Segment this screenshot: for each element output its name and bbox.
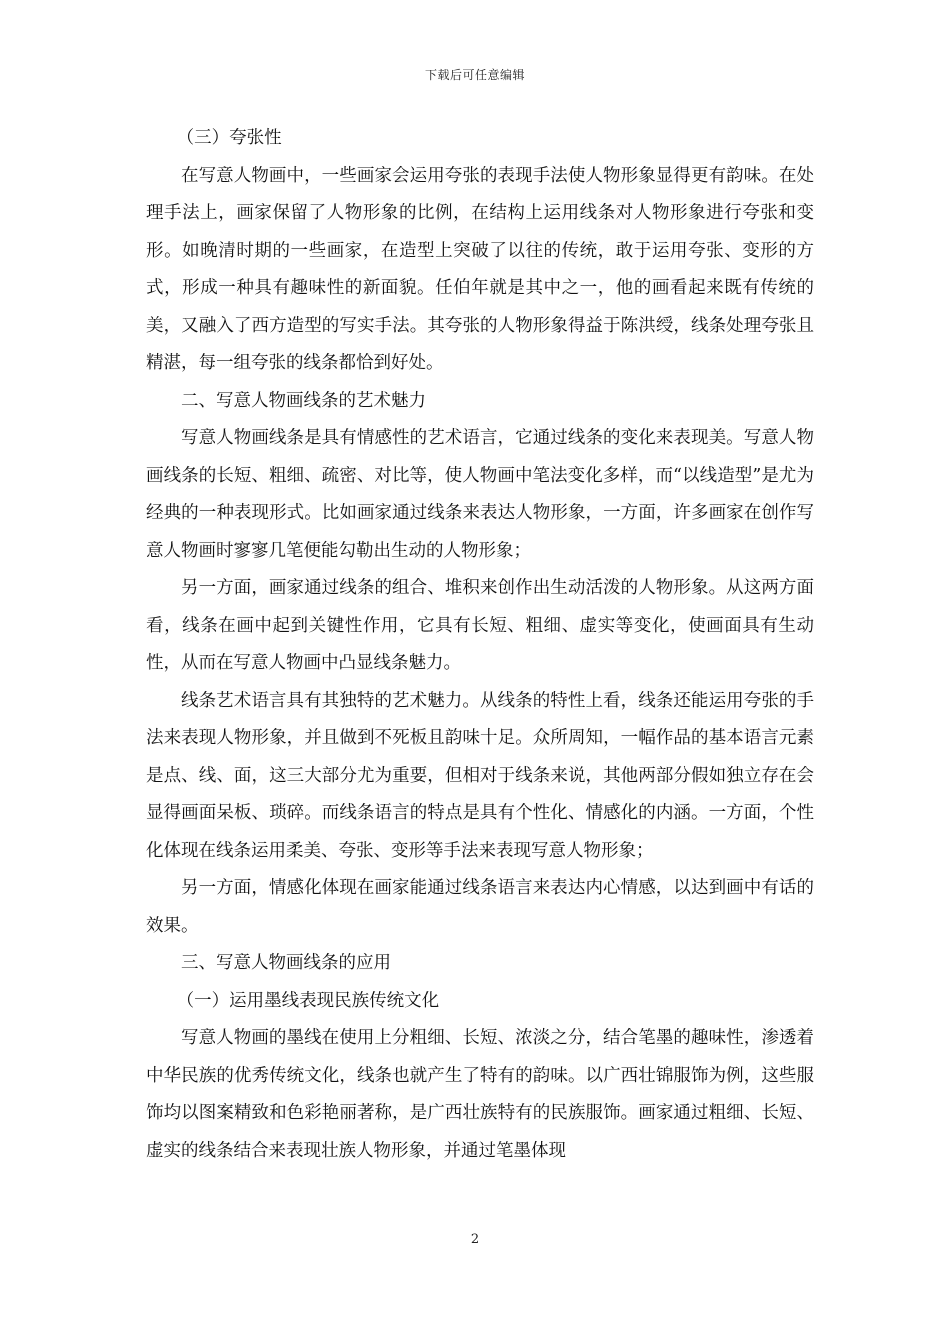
section-heading-exaggeration: （三）夸张性 [176,128,282,148]
paragraph: 在写意人物画中，一些画家会运用夸张的表现手法使人物形象显得更有韵味。在处理手法上，画家保留了人物形象的比例，在结构上运用线条对人物形象进行夸张和变形。如晚清时期的一些画家，在造型上突破了以往的传统，敢于运用夸张、变形的方式，形成一种具有趣味性的新面貌。任伯年就是其中之一，他的画看起来既有传统的美，又融入了西方造型的写实手法。其夸张的人物形象得益于陈洪绶，线条处理夸张且精湛，每一组夸张的线条都恰到好处。 [146,165,814,373]
paragraph: 写意人物画线条是具有情感性的艺术语言，它通过线条的变化来表现美。写意人物画线条的长短、粗细、疏密、对比等，使人物画中笔法变化多样，而“以线造型”是尤为经典的一种表现形式。比如画家通过线条来表达人物形象，一方面，许多画家在创作写意人物画时寥寥几笔便能勾勒出生动的人物形象； [146,428,814,561]
document-body [146,120,814,1170]
paragraph: 另一方面，情感化体现在画家能通过线条语言来表达内心情感，以达到画中有话的效果。 [146,878,814,936]
paragraph: 写意人物画的墨线在使用上分粗细、长短、浓淡之分，结合笔墨的趣味性，渗透着中华民族的优秀传统文化，线条也就产生了特有的韵味。以广西壮锦服饰为例，这些服饰均以图案精致和色彩艳丽著称，是广西壮族特有的民族服饰。画家通过粗细、长短、虚实的线条结合来表现壮族人物形象，并通过笔墨体现 [146,1028,814,1161]
section-heading-artistic-charm: 二、写意人物画线条的艺术魅力 [181,390,426,411]
section-heading-application: 三、写意人物画线条的应用 [181,953,391,973]
subsection-heading-ink-lines: （一）运用墨线表现民族传统文化 [176,990,440,1011]
paragraph: 线条艺术语言具有其独特的艺术魅力。从线条的特性上看，线条还能运用夸张的手法来表现人物形象，并且做到不死板且韵味十足。众所周知，一幅作品的基本语言元素是点、线、面，这三大部分尤为重要，但相对于线条来说，其他两部分假如独立存在会显得画面呆板、琐碎。而线条语言的特点是具有个性化、情感化的内涵。一方面，个性化体现在线条运用柔美、夸张、变形等手法来表现写意人物形象； [146,690,814,861]
page-number: 2 [470,1232,480,1247]
paragraph: 另一方面，画家通过线条的组合、堆积来创作出生动活泼的人物形象。从这两方面看，线条在画中起到关键性作用，它具有长短、粗细、虚实等变化，使画面具有生动性，从而在写意人物画中凸显线条魅力。 [146,578,814,673]
page-header: 下载后可任意编辑 [424,68,525,82]
